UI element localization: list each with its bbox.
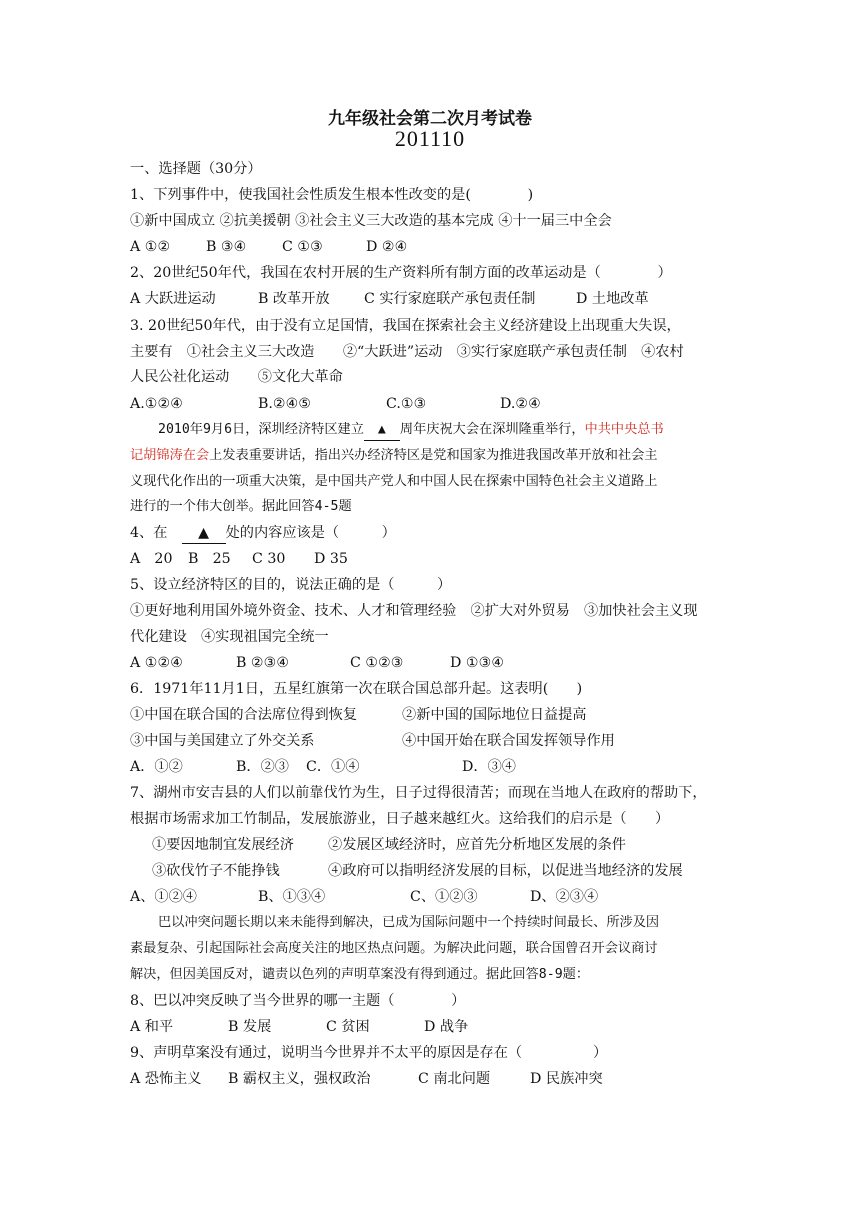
q3-line3: 人民公社化运动 ⑤文化大革命	[130, 369, 343, 385]
q8-stem: 8、巴以冲突反映了当今世界的哪一主题（ ）	[130, 993, 466, 1009]
passage1-line3: 义现代化作出的一项重大决策，是中国共产党人和中国人民在探索中国特色社会主义道路上	[130, 474, 658, 489]
q1-option-d: D ②④	[366, 239, 408, 255]
q1-items: ①新中国成立 ②抗美援朝 ③社会主义三大改造的基本完成 ④十一届三中全会	[130, 213, 612, 229]
q5-stem: 5、设立经济特区的目的，说法正确的是（ ）	[130, 577, 452, 593]
passage1-line1	[158, 420, 664, 441]
q2-option-d: D 土地改革	[576, 291, 649, 307]
q9-option-a: A 恐怖主义	[130, 1071, 202, 1087]
q1-option-b: B ③④	[206, 239, 247, 255]
q6-items-row2	[130, 731, 615, 751]
q7-option-c: C、①②③	[410, 889, 478, 905]
q7-option-b: B、①③④	[258, 889, 326, 905]
q4-blank: ▲	[182, 523, 226, 544]
q9-stem: 9、声明草案没有通过，说明当今世界并不太平的原因是存在（ ）	[130, 1045, 608, 1061]
q9-options	[130, 1069, 603, 1089]
q8-option-a: A 和平	[130, 1019, 174, 1035]
passage1-blank: ▲	[364, 420, 400, 441]
q4-stem-post: 处的内容应该是（ ）	[225, 525, 396, 541]
q6-option-c: C．①④	[306, 759, 360, 775]
q8-option-b: B 发展	[228, 1019, 272, 1035]
q6-item-3: ③中国与美国建立了外交关系	[130, 733, 315, 749]
q4-stem	[130, 523, 396, 544]
q3-options	[130, 394, 541, 414]
q8-option-d: D 战争	[424, 1019, 469, 1035]
q7-line2: 根据市场需求加工竹制品，发展旅游业，日子越来越红火。这给我们的启示是（ ）	[130, 811, 670, 827]
q3-option-d: D.②④	[500, 396, 541, 412]
q6-items-row1	[130, 705, 586, 725]
q2-option-a: A 大跃进运动	[130, 291, 216, 307]
q9-option-b: B 霸权主义，强权政治	[228, 1071, 371, 1087]
q2-option-b: B 改革开放	[258, 291, 330, 307]
passage2-line1: 巴以冲突问题长期以来未能得到解决，已成为国际问题中一个持续时间最长、所涉及因	[158, 915, 660, 930]
q7-items-row2	[152, 861, 683, 881]
q7-item-1: ①要因地制宜发展经济	[152, 837, 294, 853]
q7-option-a: A、①②④	[130, 889, 197, 905]
passage2-line2: 素最复杂、引起国际社会高度关注的地区热点问题。为解决此问题，联合国曾召开会议商讨	[130, 941, 658, 956]
section-heading: 一、选择题（30分）	[130, 161, 262, 177]
q8-options	[130, 1017, 468, 1037]
passage1-line1-mid: 周年庆祝大会在深圳隆重举行，	[399, 422, 585, 437]
q5-option-c: C ①②③	[350, 655, 404, 671]
q9-option-c: C 南北问题	[418, 1071, 491, 1087]
q4-option-a: A 20	[130, 551, 173, 567]
q4-option-c: C 30	[252, 551, 286, 567]
q6-option-d: D．③④	[462, 759, 516, 775]
q2-stem: 2、20世纪50年代，我国在农村开展的生产资料所有制方面的改革运动是（ ）	[130, 265, 672, 281]
q7-options	[130, 887, 598, 907]
q6-options	[130, 757, 516, 777]
q1-option-c: C ①③	[282, 239, 323, 255]
exam-title: 九年级社会第二次月考试卷	[328, 109, 532, 129]
q7-item-2: ②发展区域经济时，应首先分析地区发展的条件	[328, 837, 626, 853]
q7-item-4: ④政府可以指明经济发展的目标，以促进当地经济的发展	[328, 863, 683, 879]
q4-stem-pre: 4、在	[130, 525, 182, 541]
q7-option-d: D、②③④	[530, 889, 599, 905]
q2-options	[130, 289, 649, 309]
q6-stem: 6．1971年11月1日，五星红旗第一次在联合国总部升起。这表明( )	[130, 681, 583, 697]
q5-option-a: A ①②④	[130, 655, 183, 671]
q5-option-d: D ①③④	[450, 655, 505, 671]
q4-options	[130, 549, 348, 569]
q8-option-c: C 贫困	[326, 1019, 370, 1035]
q7-line1: 7、湖州市安吉县的人们以前靠伐竹为生，日子过得很清苦；而现在当地人在政府的帮助下，	[130, 785, 707, 801]
passage1-line4: 进行的一个伟大创举。据此回答4-5题	[130, 499, 352, 514]
q6-item-2: ②新中国的国际地位日益提高	[402, 707, 587, 723]
q9-option-d: D 民族冲突	[530, 1071, 603, 1087]
q3-line2: 主要有 ①社会主义三大改造 ②“大跃进”运动 ③实行家庭联产承包责任制 ④农村	[130, 344, 684, 360]
q1-stem: 1、下列事件中，使我国社会性质发生根本性改变的是( )	[130, 187, 534, 203]
q6-option-a: A．①②	[130, 759, 183, 775]
q5-line1: ①更好地利用国外境外资金、技术、人才和管理经验 ②扩大对外贸易 ③加快社会主义现	[130, 603, 698, 619]
q5-line2: 代化建设 ④实现祖国完全统一	[130, 629, 329, 645]
q5-option-b: B ②③④	[236, 655, 290, 671]
passage1-highlight-2: 记胡锦涛在会	[130, 448, 210, 463]
q3-option-a: A.①②④	[130, 396, 183, 412]
q7-item-3: ③砍伐竹子不能挣钱	[152, 863, 280, 879]
q1-options	[130, 237, 407, 257]
q7-items-row1	[152, 835, 626, 855]
passage1-line2	[130, 446, 658, 466]
q3-option-c: C.①③	[386, 396, 427, 412]
q4-option-b: B 25	[188, 551, 231, 567]
q3-line1: 3. 20世纪50年代，由于没有立足国情，我国在探索社会主义经济建设上出现重大失误，	[130, 318, 681, 334]
q5-options	[130, 653, 504, 673]
passage1-highlight-1: 中共中央总书	[584, 422, 664, 437]
q3-option-b: B.②④⑤	[258, 396, 312, 412]
q6-option-b: B．②③	[236, 759, 289, 775]
q1-option-a: A ①②	[130, 239, 171, 255]
passage1-line2-rest: 上发表重要讲话，指出兴办经济特区是党和国家为推进我国改革开放和社会主	[209, 448, 658, 463]
q2-option-c: C 实行家庭联产承包责任制	[364, 291, 536, 307]
q6-item-1: ①中国在联合国的合法席位得到恢复	[130, 707, 358, 723]
q6-item-4: ④中国开始在联合国发挥领导作用	[402, 733, 615, 749]
passage2-line3: 解决，但因美国反对，谴责以色列的声明草案没有得到通过。据此回答8-9题：	[130, 967, 590, 982]
passage1-line1-pre: 2010年9月6日，深圳经济特区建立	[158, 422, 364, 437]
exam-date-code: 201110	[394, 126, 466, 151]
q4-option-d: D 35	[314, 551, 348, 567]
